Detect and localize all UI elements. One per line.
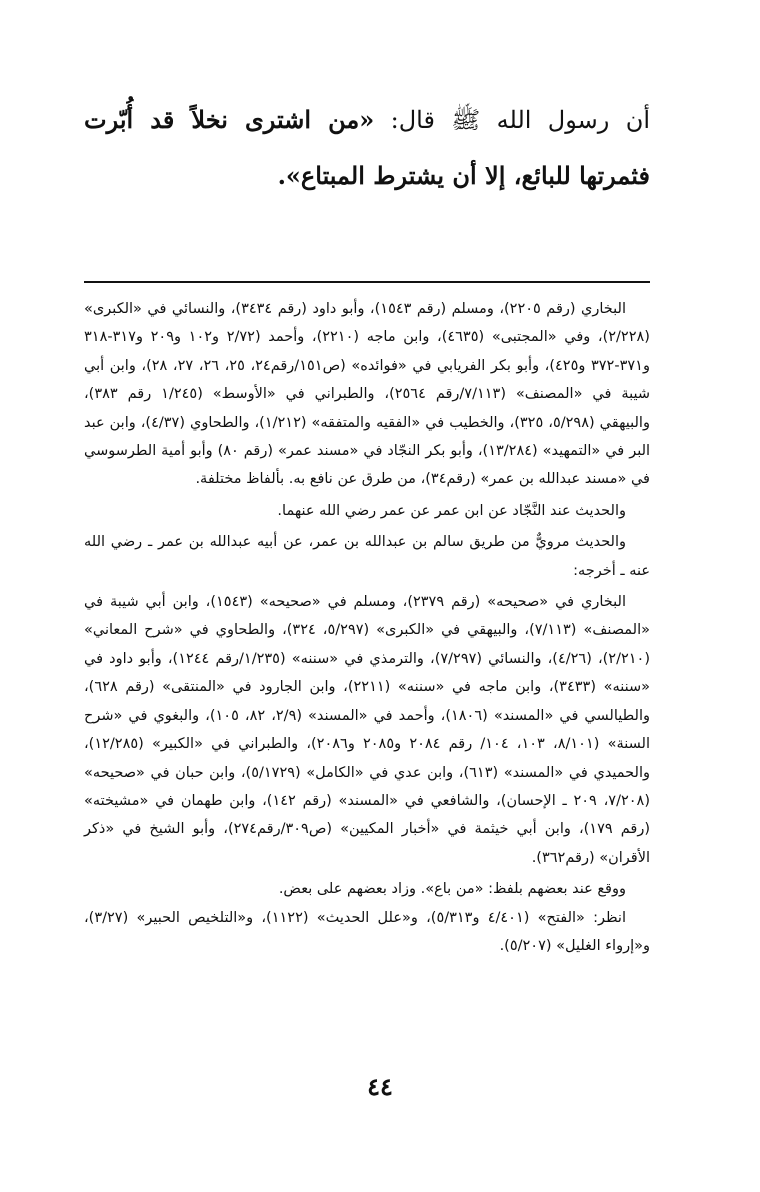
main-hadith-text (84, 92, 650, 204)
hadith-intro: أن رسول الله ﷺ قال: (374, 106, 650, 134)
footnote-references: انظر: «الفتح» (٤/٤٠١ و٥/٣١٣)، و«علل الحديث» (١١٢٢)، و«التلخيص الحبير» (٣/٢٧)، و«إرواء الغليل» (٥/٢٠٧). (84, 909, 650, 954)
footnote-salim-route: والحديث مرويٌّ من طريق سالم بن عبدالله بن عمر، عن أبيه عبدالله بن عمر ـ رضي الله عنه ـ أخرجه: (84, 534, 650, 579)
footnote-takhrij-salim: البخاري في «صحيحه» (رقم ٢٣٧٩)، ومسلم في «صحيحه» (١٥٤٣)، وابن أبي شيبة في «المصنف» (٧/١١٣)، والبيهقي في «الكبرى» (٥/٢٩٧، ٣٢٤)، والطحاوي في «شرح المعاني» (٢/٢١٠)، (٤/٢٦)، والنسائي (٧/٢٩٧)، والترمذي في «سننه» (١/٢٣٥/رقم ١٢٤٤)، وأبو داود في «سننه» (٣٤٣٣)، وابن ماجه في «سننه» (٢٢١١)، وابن الجارود في «المنتقى» (رقم ٦٢٨)، والطيالسي في «المسند» (١٨٠٦)، وأحمد في «المسند» (٢/٩، ٨٢، ١٠٥)، والبغوي في «شرح السنة» (٨/١٠١، ١٠٣، ١٠٤/ رقم ٢٠٨٤ و٢٠٨٥ و٢٠٨٦)، والطبراني في «الكبير» (١٢/٢٨٥)، والحميدي في «المسند» (٦١٣)، وابن عدي في «الكامل» (٥/١٧٢٩)، وابن حبان في «صحيحه» (٧/٢٠٨، ٢٠٩ ـ الإحسان)، والشافعي في «المسند» (رقم ١٤٢)، وابن طهمان في «مشيخته» (رقم ١٧٩)، وابن أبي خيثمة في «أخبار المكيين» (ص٣٠٩/رقم٢٧٤)، وأبو الشيخ في «ذكر الأقران» (رقم٣٦٢). (84, 594, 651, 866)
footnote-separator-rule (84, 281, 650, 283)
footnote-wording-note: ووقع عند بعضهم بلفظ: «من باع». وزاد بعضهم على بعض. (278, 881, 626, 898)
page-number: ٤٤ (367, 1072, 393, 1101)
footnote-najjad-note: والحديث عند النَّجّاد عن ابن عمر عن عمر رضي الله عنهما. (277, 502, 626, 519)
hadith-quote: «من اشترى نخلاً قد أُبّرت فثمرتها للبائع، إلا أن يشترط المبتاع». (84, 105, 650, 190)
footnotes-section (84, 295, 650, 960)
footnote-takhrij-nafi: البخاري (رقم ٢٢٠٥)، ومسلم (رقم ١٥٤٣)، وأبو داود (رقم ٣٤٣٤)، والنسائي في «الكبرى» (٢/٢٢٨)، وفي «المجتبى» (٤٦٣٥)، وابن ماجه (٢٢١٠)، وأحمد (٢/٧٢ و١٠٢ و٢٠٩ و٣١٧-٣١٨ و٣٧١-٣٧٢ و٤٢٥)، وأبو بكر الفريابي في «فوائده» (ص١٥١/رقم٢٤، ٢٥، ٢٦، ٢٧، ٢٨)، وابن أبي شيبة في «المصنف» (٧/١١٣/رقم ٢٥٦٤)، والطبراني في «الأوسط» (١/٢٤٥ رقم ٣٨٣)، والبيهقي (٥/٢٩٨، ٣٢٥)، والخطيب في «الفقيه والمتفقه» (١/٢١٢)، والطحاوي (٤/٣٧)، وابن عبد البر في «التمهيد» (١٣/٢٨٤)، وأبو بكر النجّاد في «مسند عمر» (رقم ٨٠) وأبو أمية الطرسوسي في «مسند عبدالله بن عمر» (رقم٣٤)، من طرق عن نافع به. بألفاظ مختلفة. (84, 301, 651, 488)
